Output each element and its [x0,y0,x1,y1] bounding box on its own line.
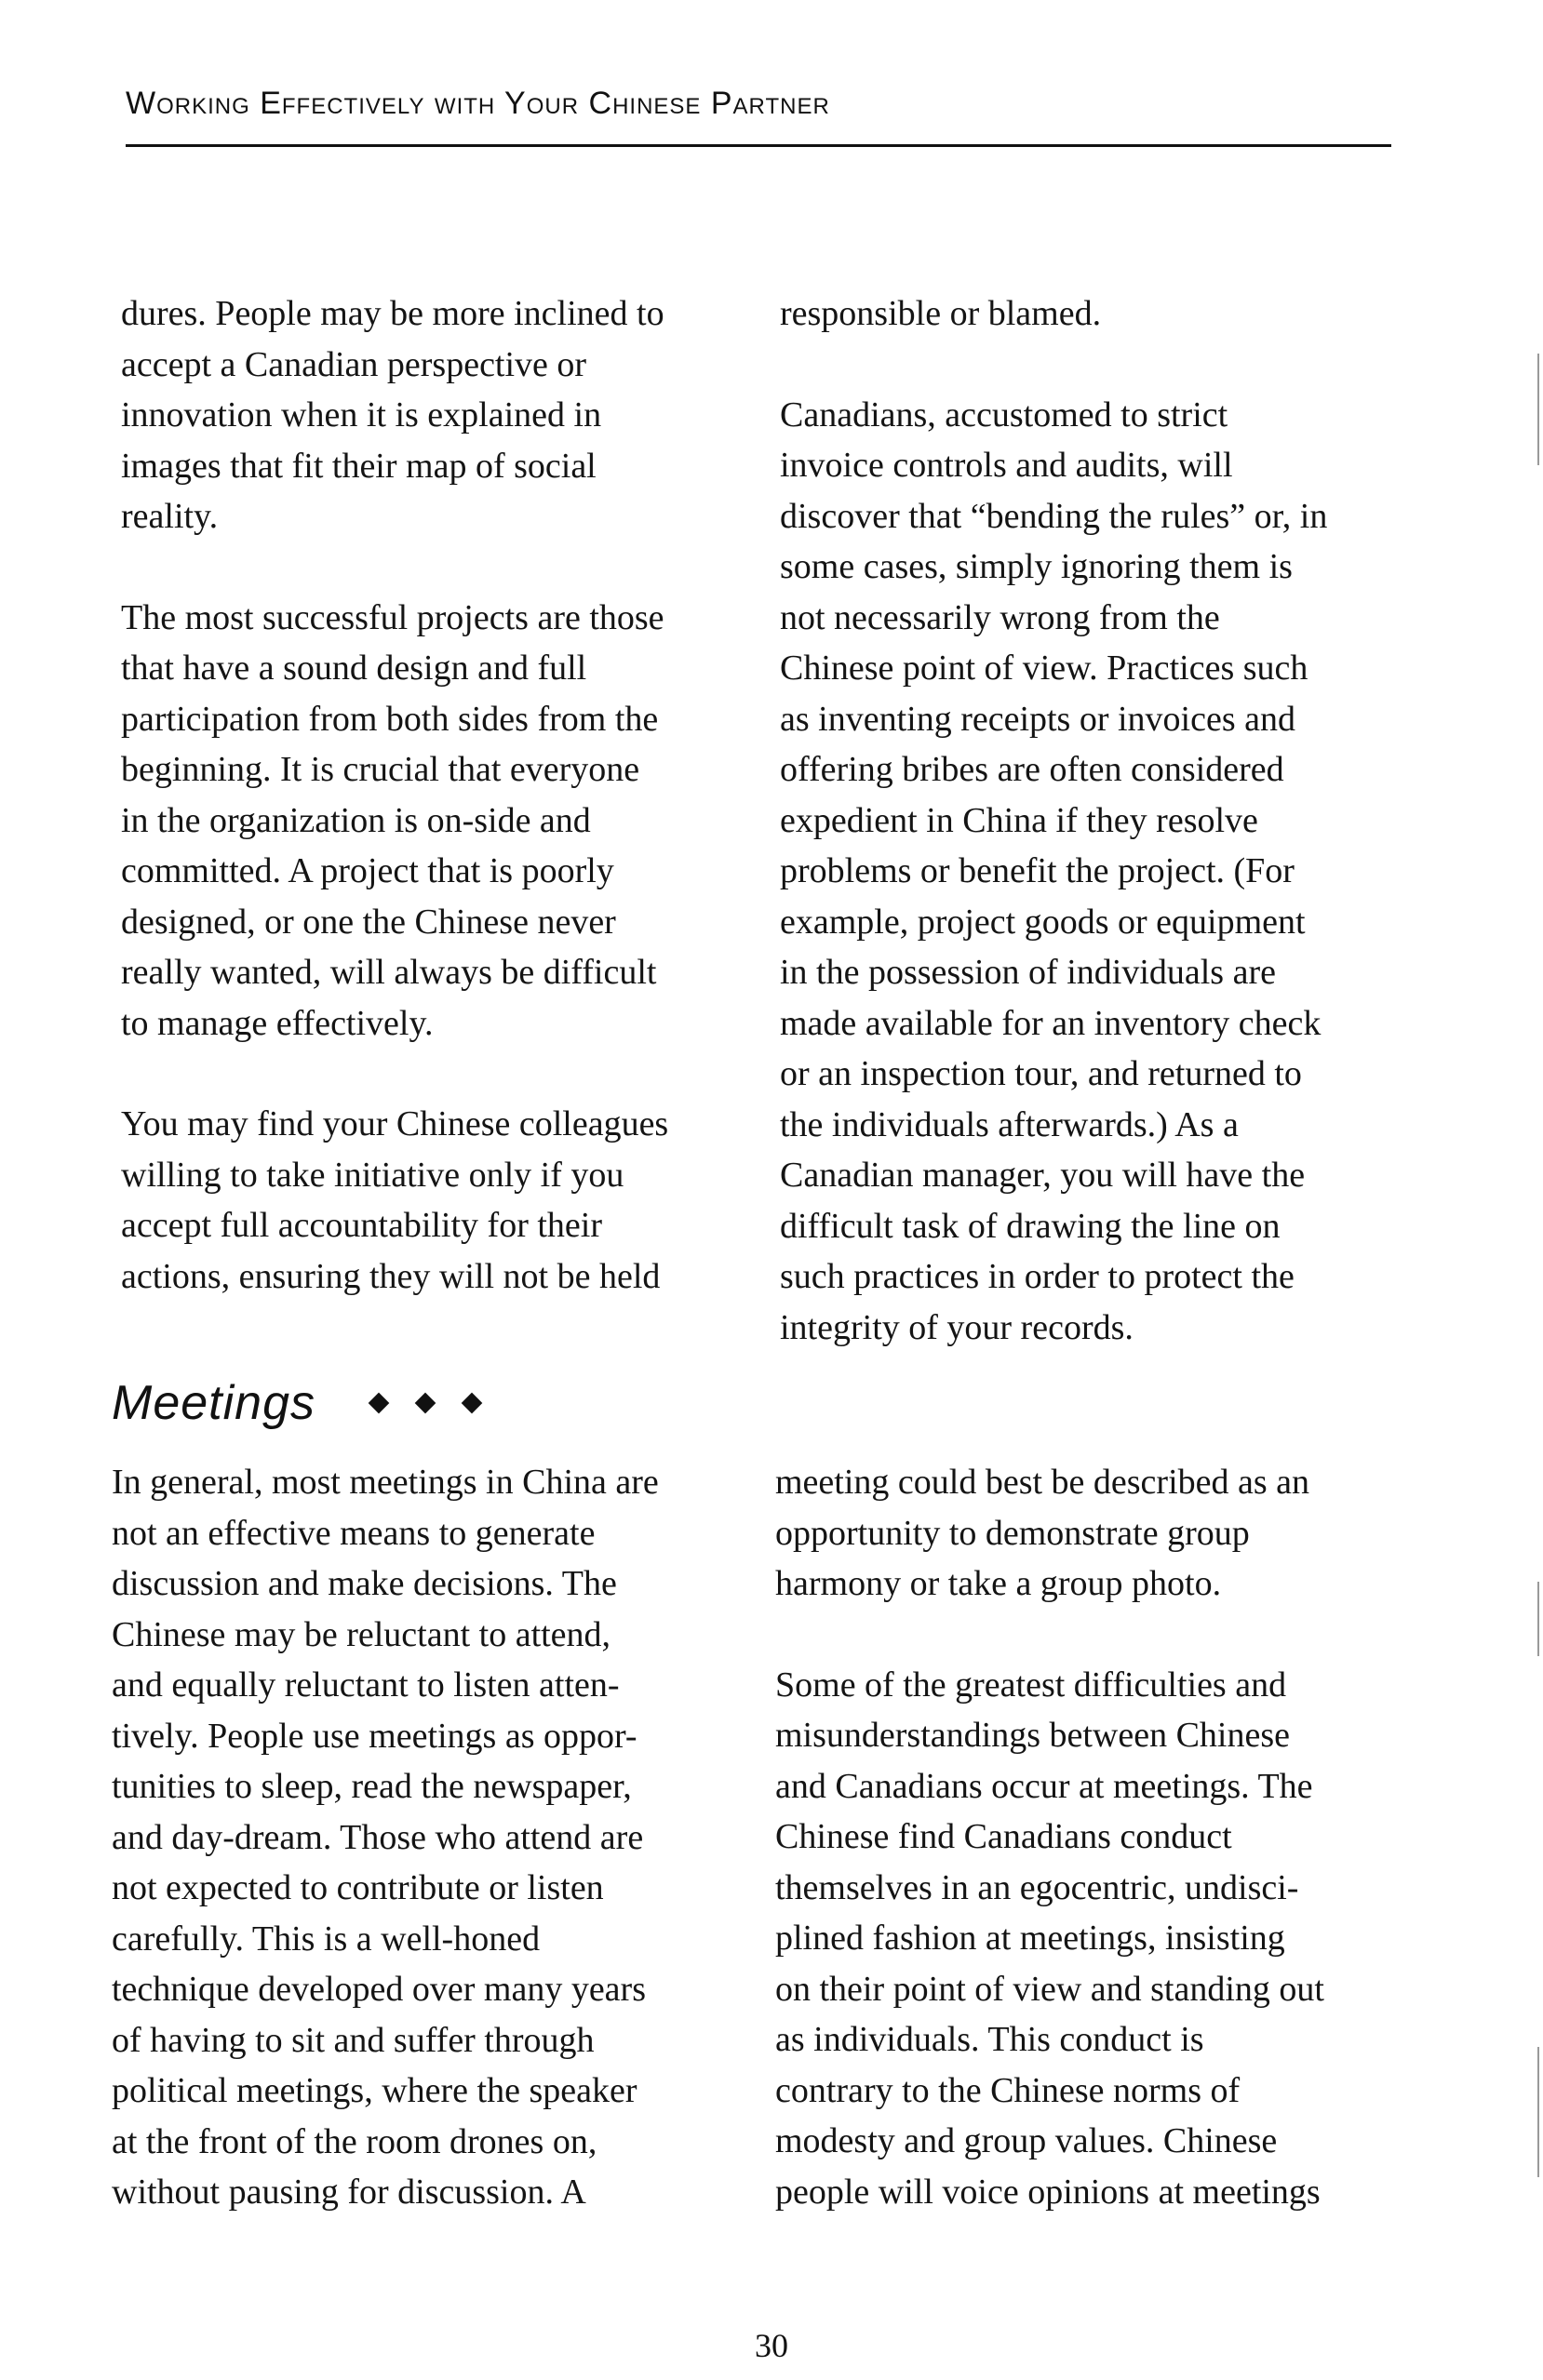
text-line: plined fashion at meetings, insisting [775,1919,1285,1958]
text-line: expedient in China if they resolve [780,800,1258,840]
text-line: and Canadians occur at meetings. The [775,1766,1313,1806]
heading-ornaments [371,1396,479,1411]
text-line: reality. [121,497,219,536]
text-line: opportunity to demonstrate group [775,1513,1250,1553]
text-line: at the front of the room drones on, [112,2121,597,2161]
text-line: designed, or one the Chinese never [121,902,616,942]
text-line: willing to take initiative only if you [121,1155,624,1195]
text-line: the individuals afterwards.) As a [780,1104,1239,1144]
text-line: Canadian manager, you will have the [780,1156,1306,1195]
paragraph [780,288,1431,340]
text-line: meeting could best be described as an [775,1463,1310,1502]
text-line: problems or benefit the project. (For [780,851,1295,890]
meetings-right-column [775,1457,1427,2217]
meetings-left-column [112,1457,763,2218]
text-line: not necessarily wrong from the [780,597,1220,637]
text-line: dures. People may be more inclined to [121,294,664,333]
text-line: invoice controls and audits, will [780,446,1233,485]
diamond-icon [462,1393,483,1414]
text-line: people will voice opinions at meetings [775,2172,1321,2212]
text-line: technique developed over many years [112,1970,646,2009]
text-line: misunderstandings between Chinese [775,1716,1291,1755]
text-line: tively. People use meetings as oppor- [112,1716,637,1756]
scan-edge-mark [1537,2047,1539,2177]
text-line: carefully. This is a well-honed [112,1919,541,1959]
text-line: of having to sit and suffer through [112,2020,595,2060]
text-line: in the organization is on-side and [121,800,591,840]
paragraph [775,1457,1427,1610]
scan-edge-mark [1537,1582,1539,1656]
text-line: discover that “bending the rules” or, in [780,496,1328,536]
text-line: to manage effectively. [121,1003,434,1043]
paragraph [121,1099,772,1302]
text-line: images that fit their map of social [121,446,597,486]
text-line: on their point of view and standing out [775,1969,1324,2009]
section-heading-meetings [112,1375,479,1431]
text-line: You may find your Chinese colleagues [121,1104,669,1143]
text-line: The most successful projects are those [121,597,664,637]
text-line: In general, most meetings in China are [112,1463,659,1502]
top-right-column [780,288,1431,1353]
text-line: tunities to sleep, read the newspaper, [112,1767,632,1806]
paragraph [775,1660,1427,2218]
text-line: beginning. It is crucial that everyone [121,750,640,789]
text-line: as inventing receipts or invoices and [780,699,1296,739]
paragraph [112,1457,763,2218]
text-line: themselves in an egocentric, undisci- [775,1867,1299,1907]
text-line: some cases, simply ignoring them is [780,547,1293,586]
text-line: in the possession of individuals are [780,953,1276,992]
text-line: accept full accountability for their [121,1206,602,1245]
text-line: and equally reluctant to listen atten- [112,1665,620,1705]
text-line: Canadians, accustomed to strict [780,394,1228,435]
paragraph [121,288,772,542]
running-header: Working Effectively with Your Chinese Partner [126,86,830,121]
text-line: not an effective means to generate [112,1513,596,1553]
text-line: Chinese find Canadians conduct [775,1817,1232,1856]
text-line: offering bribes are often considered [780,750,1284,789]
paragraph [121,593,772,1050]
text-line: committed. A project that is poorly [121,851,614,890]
header-rule [126,144,1391,147]
text-line: integrity of your records. [780,1307,1134,1347]
text-line: responsible or blamed. [780,294,1102,333]
text-line: example, project goods or equipment [780,902,1306,942]
text-line: innovation when it is explained in [121,395,602,435]
text-line: as individuals. This conduct is [775,2020,1204,2059]
text-line: participation from both sides from the [121,699,659,739]
page-number: 30 [755,2327,788,2364]
text-line: harmony or take a group photo. [775,1564,1222,1603]
text-line: and day-dream. Those who attend are [112,1817,644,1857]
text-line: modesty and group values. Chinese [775,2121,1278,2160]
text-line: or an inspection tour, and returned to [780,1054,1302,1093]
text-line: without pausing for discussion. A [112,2173,586,2212]
text-line: difficult task of drawing the line on [780,1206,1281,1246]
top-left-column [121,288,772,1302]
text-line: discussion and make decisions. The [112,1564,617,1603]
text-line: not expected to contribute or listen [112,1868,604,1907]
text-line: accept a Canadian perspective or [121,344,587,384]
text-line: really wanted, will always be difficult [121,953,657,992]
text-line: political meetings, where the speaker [112,2071,637,2110]
text-line: Some of the greatest difficulties and [775,1665,1287,1705]
diamond-icon [415,1393,436,1414]
text-line: such practices in order to protect the [780,1257,1295,1296]
section-heading-text: Meetings [112,1376,315,1430]
text-line: actions, ensuring they will not be held [121,1256,661,1296]
paragraph [780,390,1431,1354]
text-line: that have a sound design and full [121,648,587,688]
text-line: made available for an inventory check [780,1003,1322,1043]
text-line: Chinese may be reluctant to attend, [112,1614,611,1654]
diamond-icon [369,1393,390,1414]
text-line: contrary to the Chinese norms of [775,2070,1241,2110]
text-line: Chinese point of view. Practices such [780,648,1308,688]
scan-edge-mark [1537,354,1539,465]
